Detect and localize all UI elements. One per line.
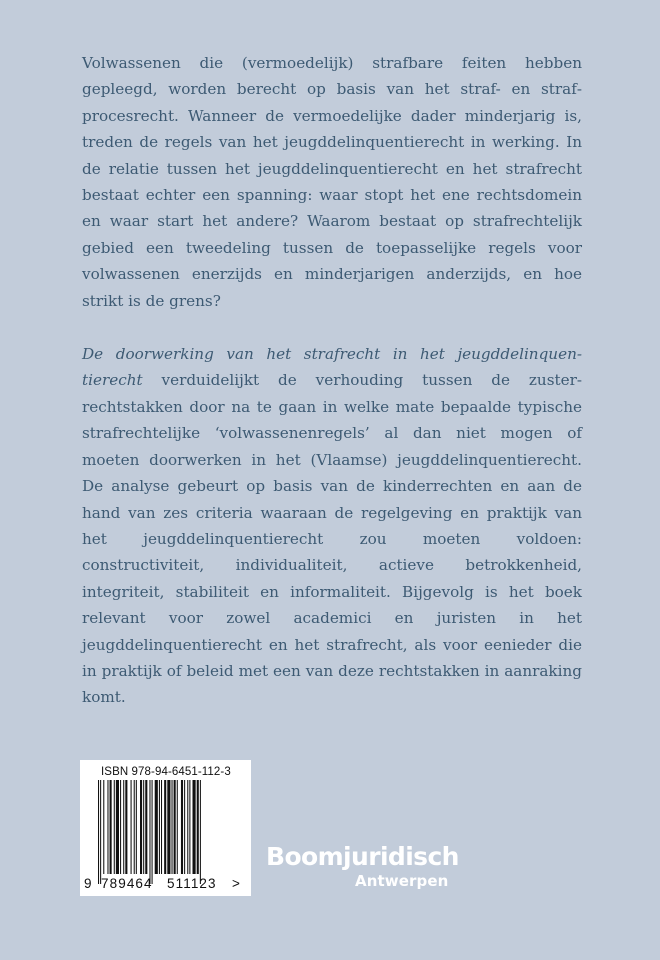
barcode-quiet-zone-mark: >: [232, 876, 241, 891]
publisher-name: Boomjuridisch: [266, 842, 459, 871]
isbn-barcode: [80, 760, 251, 896]
book-title-italic: De doorwerking van het strafrecht in het jeugddelinquentierecht: [82, 345, 582, 390]
barcode-lead-digit: 9: [84, 876, 93, 891]
blurb-paragraph-2-text: verduidelijkt de verhouding tussen de zusterrechtstakken door na te gaan in welke mate bepaalde typische strafrechtelijke ‘volwassenenregels’ al dan niet mogen of moeten doorwerken in het (Vlaamse) jeugddelinquentierecht. De analyse gebeurt op basis van de kinderrechten en aan de hand van zes criteria waaraan de regelgeving en praktijk van het jeugddelinquentierecht zou moeten voldoen: constructiviteit, individualiteit, actieve betrokkenheid, integriteit, stabiliteit en informaliteit. Bijgevolg is het boek relevant voor zowel academici en juristen in het jeugddelinquentierecht en het strafrecht, als voor eenieder die in praktijk of beleid met een van deze rechtstakken in aanraking komt.: [82, 371, 582, 707]
barcode-digits-left: 789464: [101, 876, 153, 891]
blurb-paragraph-1: Volwassenen die (vermoedelijk) strafbare feiten hebben gepleegd, worden berecht op basis van het straf- en strafprocesrecht. Wanneer de vermoedelijke dader minderjarig is, treden de regels van het jeugddelinquentierecht in werking. In de relatie tussen het jeugddelinquentierecht en het strafrecht bestaat echter een spanning: waar stopt het ene rechtsdomein en waar start het andere? Waarom bestaat op strafrechtelijk gebied een tweedeling tussen de toepasselijke regels voor volwassenen enerzijds en minderjarigen anderzijds, en hoe strikt is de grens?: [82, 54, 582, 310]
publisher-city: Antwerpen: [355, 872, 449, 890]
back-cover-blurb: [82, 50, 582, 711]
isbn-label: ISBN 978-94-6451-112-3: [101, 766, 231, 778]
barcode-digits-right: 511123: [167, 876, 217, 891]
blurb-paragraph-2: [82, 341, 582, 711]
publisher-logo: [266, 842, 459, 890]
